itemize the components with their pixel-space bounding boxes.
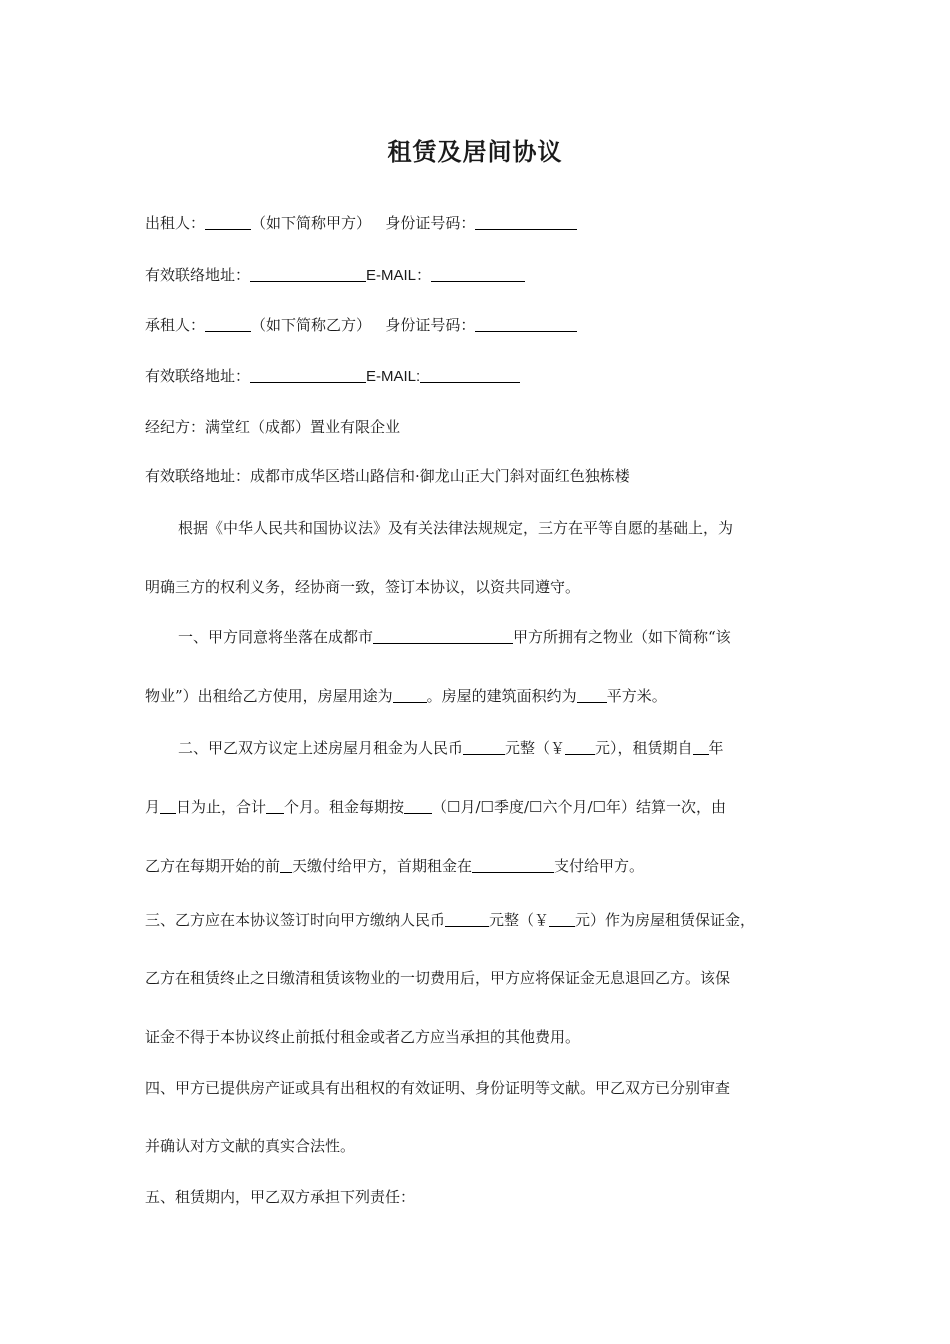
lessee-address-blank[interactable]: [250, 366, 366, 383]
clause3-line-3: 证金不得于本协议终止前抵付租金或者乙方应当承担的其他费用。: [145, 1028, 581, 1046]
lessee-line: [145, 314, 825, 336]
clause2-text-k: 支付给甲方。: [554, 857, 645, 875]
clause2-line-1: [178, 737, 858, 759]
lessor-id-label: 身份证号码：: [385, 214, 476, 232]
lessee-id-label: 身份证号码：: [385, 316, 476, 334]
monthly-rent-figure-blank[interactable]: [565, 738, 595, 755]
clause1-line-2: [145, 685, 825, 707]
clause2-line-3: [145, 855, 825, 877]
lease-total-months-blank[interactable]: [266, 797, 284, 814]
lease-month-blank[interactable]: [160, 797, 176, 814]
lessee-name-blank[interactable]: [205, 315, 251, 332]
clause2-text-d: 年: [708, 739, 724, 757]
property-use-blank[interactable]: [393, 686, 427, 703]
payment-days-blank[interactable]: [280, 856, 292, 873]
property-area-blank[interactable]: [577, 686, 607, 703]
clause2-text-f: 日为止，合计: [176, 798, 267, 816]
clause3-line-1: [145, 909, 825, 931]
lessor-address-label: 有效联络地址：: [145, 266, 251, 284]
clause5-line-1: 五、租赁期内，甲乙双方承担下列责任：: [145, 1188, 416, 1206]
clause1-text-a: 一、甲方同意将坐落在成都市: [178, 628, 374, 646]
clause2-text-b: 元整（￥: [505, 739, 566, 757]
clause2-text-h: （☐月/☐季度/☐六个月/☐年）结算一次，由: [432, 798, 726, 816]
lessor-name-blank[interactable]: [205, 213, 251, 230]
broker-line: 经纪方：满堂红（成都）置业有限企业: [145, 418, 401, 436]
monthly-rent-words-blank[interactable]: [463, 738, 505, 755]
clause3-line-2: 乙方在租赁终止之日缴清租赁该物业的一切费用后，甲方应将保证金无息退回乙方。该保: [145, 969, 731, 987]
lessee-email-blank[interactable]: [420, 366, 520, 383]
lessee-email-label: E-MAIL:: [366, 368, 421, 385]
deposit-words-blank[interactable]: [445, 910, 489, 927]
lessor-id-blank[interactable]: [475, 213, 577, 230]
lessor-address-line: [145, 264, 825, 287]
clause2-text-i: 乙方在每期开始的前: [145, 857, 281, 875]
payment-period-blank[interactable]: [404, 797, 432, 814]
deposit-figure-blank[interactable]: [549, 910, 575, 927]
clause1-text-d: 。房屋的建筑面积约为: [426, 687, 577, 705]
clause2-line-2: [145, 796, 825, 818]
clause4-line-1: 四、甲方已提供房产证或具有出租权的有效证明、身份证明等文献。甲乙双方已分别审查: [145, 1079, 731, 1097]
lessor-alias: （如下简称甲方）: [251, 214, 372, 232]
clause1-text-b: 甲方所拥有之物业（如下简称“该: [513, 628, 731, 646]
lessee-address-line: [145, 365, 825, 388]
clause1-line-1: [178, 626, 858, 648]
lessee-id-blank[interactable]: [475, 315, 577, 332]
lessee-address-label: 有效联络地址：: [145, 367, 251, 385]
clause2-text-c: 元），租赁期自: [595, 739, 693, 757]
lessor-email-label: E-MAIL：: [366, 267, 432, 284]
clause1-text-e: 平方米。: [606, 687, 667, 705]
property-location-blank[interactable]: [373, 627, 513, 644]
lessor-address-blank[interactable]: [250, 265, 366, 282]
lessee-label: 承租人：: [145, 316, 206, 334]
preamble-line-2: 明确三方的权利义务，经协商一致，签订本协议，以资共同遵守。: [145, 578, 581, 596]
broker-address-line: 有效联络地址：成都市成华区塔山路信和·御龙山正大门斜对面红色独栋楼: [145, 467, 630, 485]
lease-start-year-blank[interactable]: [693, 738, 709, 755]
document-title: 租赁及居间协议: [387, 137, 563, 166]
first-rent-date-blank[interactable]: [472, 856, 554, 873]
clause1-text-c: 物业”）出租给乙方使用，房屋用途为: [145, 687, 393, 705]
clause3-text-b: 元整（￥: [489, 911, 550, 929]
clause2-text-g: 个月。租金每期按: [284, 798, 405, 816]
clause3-text-c: 元）作为房屋租赁保证金，: [575, 911, 756, 929]
clause2-text-e: 月: [145, 798, 161, 816]
clause4-line-2: 并确认对方文献的真实合法性。: [145, 1137, 356, 1155]
lessor-email-blank[interactable]: [431, 265, 525, 282]
lessor-label: 出租人：: [145, 214, 206, 232]
lessor-line: [145, 212, 825, 234]
clause2-text-j: 天缴付给甲方，首期租金在: [292, 857, 473, 875]
lessee-alias: （如下简称乙方）: [251, 316, 372, 334]
clause2-text-a: 二、甲乙双方议定上述房屋月租金为人民币: [178, 739, 464, 757]
clause3-text-a: 三、乙方应在本协议签订时向甲方缴纳人民币: [145, 911, 446, 929]
preamble-line-1: 根据《中华人民共和国协议法》及有关法律法规规定，三方在平等自愿的基础上，为: [178, 519, 734, 537]
